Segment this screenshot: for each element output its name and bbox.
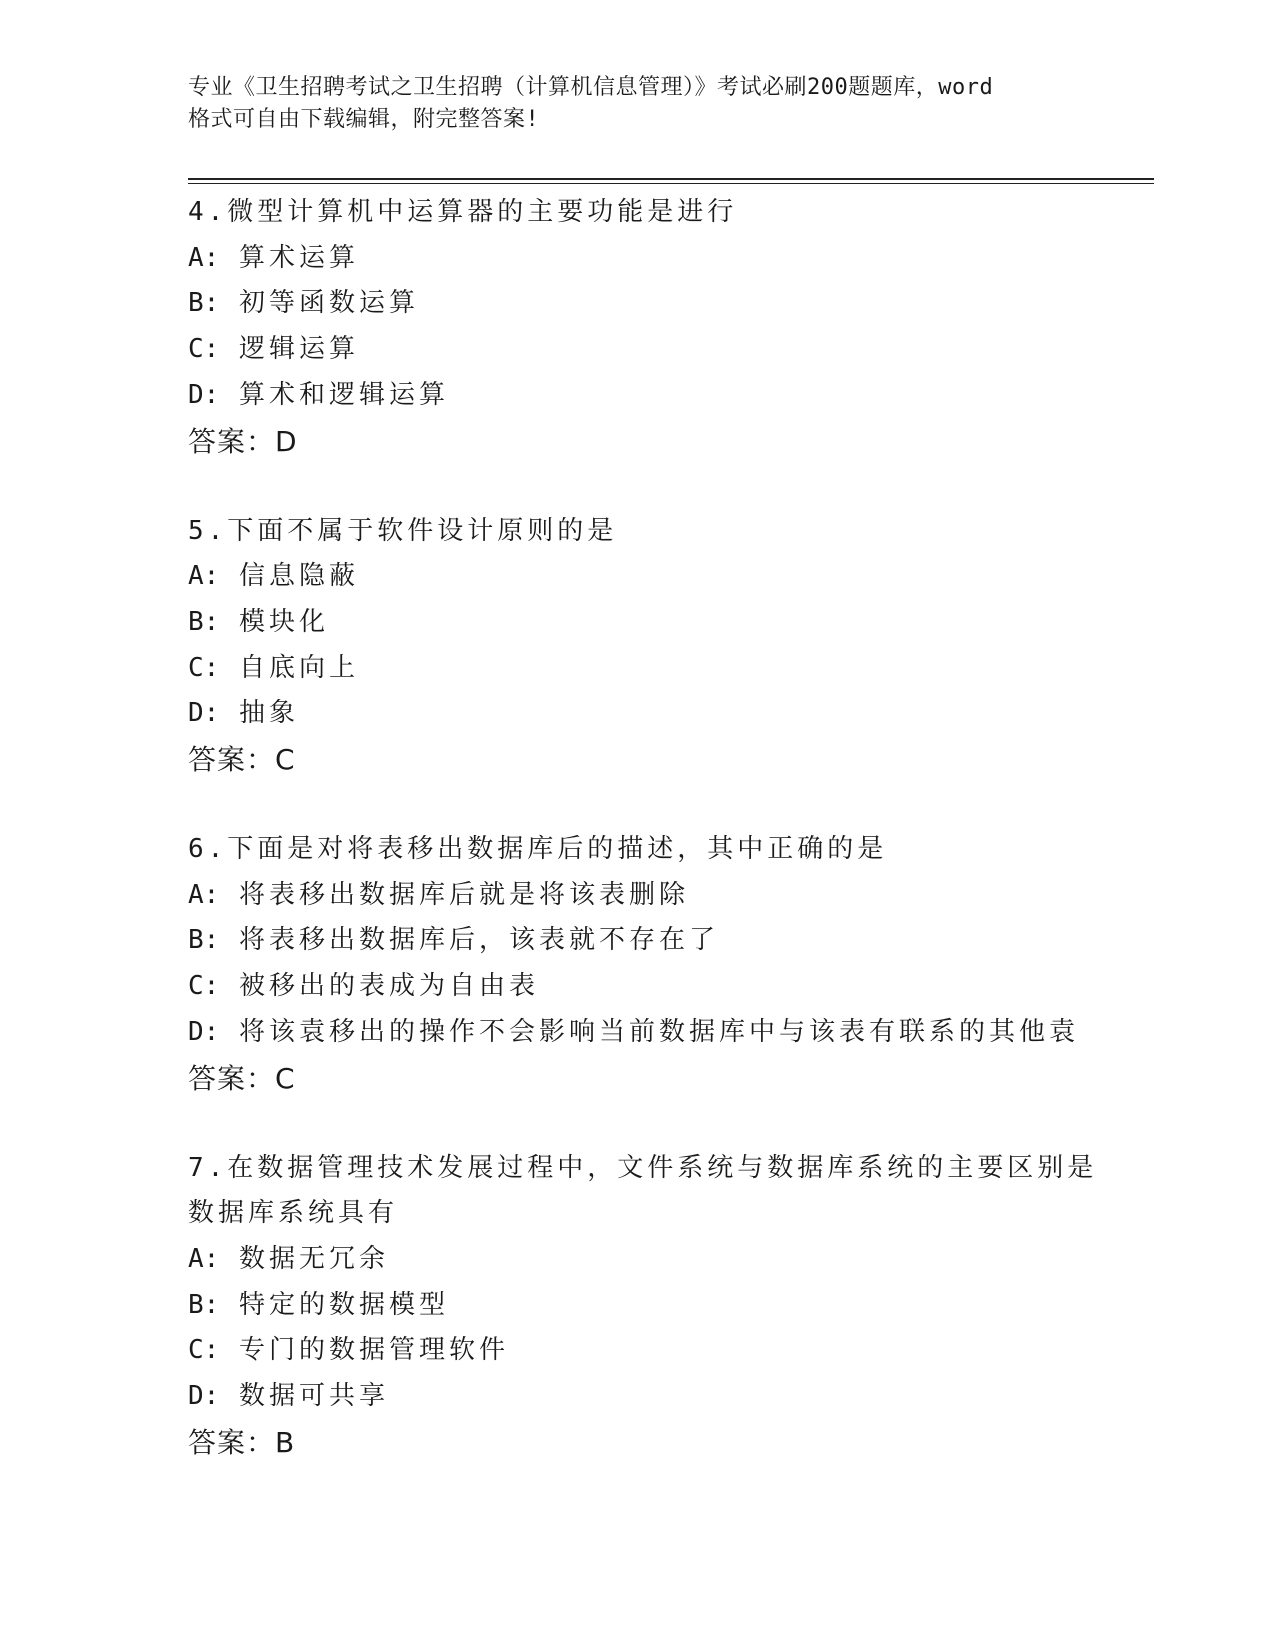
question-stem-line: 4.微型计算机中运算器的主要功能是进行 [188,197,738,227]
option-key: C: [188,971,220,1002]
question-item [188,827,1148,1102]
question-item [188,509,1148,784]
option-text: 模块化 [238,606,329,637]
option-text: 将表移出数据库后，该表就不存在了 [238,925,719,956]
question-stem [188,509,1148,555]
option-b [188,1283,1148,1329]
option-text: 逻辑运算 [238,334,359,365]
question-stem [188,190,1148,236]
question-stem [188,1146,1148,1237]
option-text: 信息隐蔽 [238,561,359,592]
option-text: 数据无冗余 [238,1243,389,1274]
question-item [188,1146,1148,1466]
option-text: 自底向上 [238,652,359,683]
option-key: A: [188,242,220,273]
header-line-1: 专业《卫生招聘考试之卫生招聘（计算机信息管理）》考试必刷200题题库，word [188,75,994,100]
option-c [188,964,1148,1010]
option-b [188,918,1148,964]
option-text: 将该袁移出的操作不会影响当前数据库中与该表有联系的其他袁 [238,1016,1079,1047]
option-text: 数据可共享 [238,1381,389,1412]
option-key: B: [188,288,220,319]
option-a [188,554,1148,600]
option-key: D: [188,698,220,729]
option-c [188,1328,1148,1374]
option-key: C: [188,652,220,683]
option-d [188,1374,1148,1420]
option-key: B: [188,925,220,956]
option-key: A: [188,1243,220,1274]
question-item [188,190,1148,465]
option-c [188,327,1148,373]
option-a [188,236,1148,282]
option-text: 算术运算 [238,242,359,273]
answer-label: 答案：D [188,424,298,458]
question-stem [188,827,1148,873]
option-key: C: [188,1335,220,1366]
option-d [188,373,1148,419]
answer-label: 答案：C [188,1061,296,1095]
option-text: 初等函数运算 [238,288,419,319]
header-line-2: 格式可自由下载编辑，附完整答案! [188,107,540,132]
question-stem-line: 6.下面是对将表移出数据库后的描述，其中正确的是 [188,834,888,865]
option-c [188,646,1148,692]
option-key: A: [188,879,220,910]
option-key: D: [188,379,220,410]
answer-label: 答案：B [188,1425,296,1459]
option-key: B: [188,1289,220,1320]
question-list [188,190,1148,1510]
header-rule-thick [188,178,1154,180]
header-rule-thin [188,183,1154,184]
option-key: B: [188,606,220,637]
option-text: 将表移出数据库后就是将该表删除 [238,879,689,910]
question-stem-line: 5.下面不属于软件设计原则的是 [188,515,618,546]
option-d [188,1010,1148,1056]
option-d [188,691,1148,737]
answer-label: 答案：C [188,743,296,777]
option-key: D: [188,1381,220,1412]
option-b [188,600,1148,646]
document-header [188,72,1088,136]
question-stem-line: 7.在数据管理技术发展过程中，文件系统与数据库系统的主要区别是 [188,1152,1098,1183]
option-key: C: [188,334,220,365]
option-a [188,1237,1148,1283]
option-text: 专门的数据管理软件 [238,1335,509,1366]
option-b [188,281,1148,327]
option-key: A: [188,561,220,592]
option-text: 算术和逻辑运算 [238,379,449,410]
option-text: 特定的数据模型 [238,1289,449,1320]
option-a [188,873,1148,919]
question-stem-line: 数据库系统具有 [188,1198,399,1229]
option-text: 抽象 [238,698,299,729]
option-text: 被移出的表成为自由表 [238,971,539,1002]
option-key: D: [188,1016,220,1047]
